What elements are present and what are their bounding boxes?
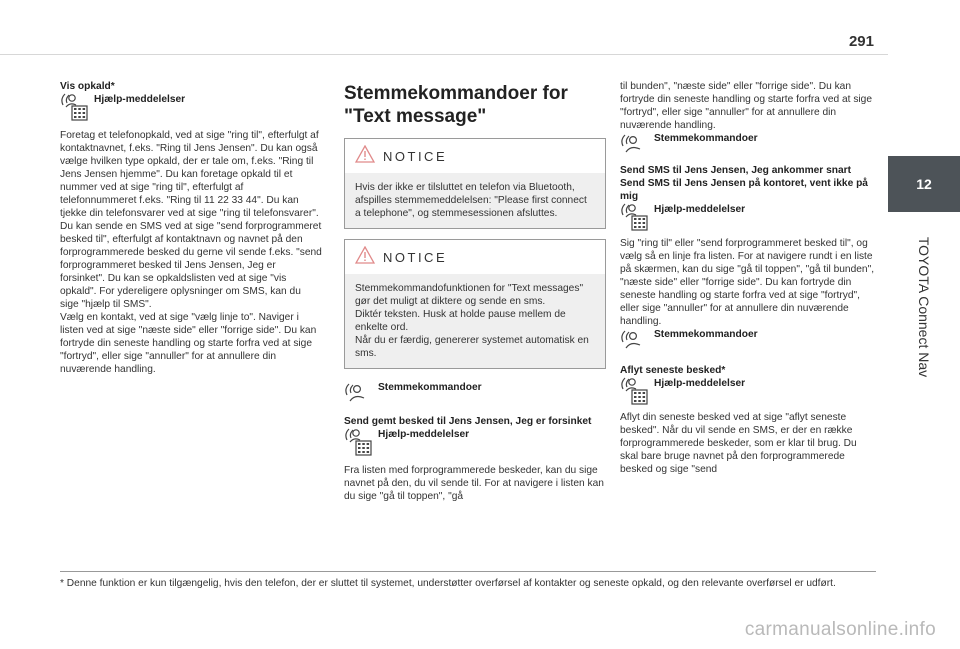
warning-triangle-icon (355, 246, 375, 268)
voice-command-icon (344, 381, 374, 411)
notice-title: NOTICE (383, 249, 448, 265)
column-2 (344, 80, 606, 503)
chapter-side-label (888, 224, 960, 378)
col3-paragraph-1: til bunden", "næste side" eller "forrige side". Du kan fortryde din seneste handling og starte forfra ved at sige "fortryd", eller sige "annuller" for at annullere din nuværende handling. (620, 81, 873, 131)
voice-command-icon (620, 328, 650, 358)
voice-help-icon (344, 428, 374, 458)
col2-paragraph: Fra listen med forprogrammerede beskeder, kan du sige navnet på den, du vil sende til. For at navigere i listen kan du sige "gå til toppen", "gå (344, 465, 604, 502)
chapter-number: 12 (916, 176, 932, 192)
notice-text: Hvis der ikke er tilsluttet en telefon via Bluetooth, afspilles stemmemeddelelsen: "Please first connect a telephone", og stemmesessionen afsluttes. (345, 173, 605, 228)
help-messages-label: Hjælp-meddelelser (378, 429, 470, 440)
footnote-divider (60, 571, 876, 572)
notice-box-2 (344, 239, 606, 369)
section-title: Stemmekommandoer for "Text message" (344, 83, 568, 127)
voice-commands-row (620, 132, 876, 162)
voice-commands-label: Stemmekommandoer (654, 329, 758, 340)
col3-paragraph-3: Aflyt din seneste besked ved at sige "aflyt seneste besked". Når du vil sende en SMS, er der en række forprogrammerede beskeder, som er klar til brug. Du skal bare bruge navnet på den forprogrammerede besked og sige "send (620, 412, 857, 475)
voice-help-icon (60, 93, 90, 123)
page-number: 291 (848, 33, 874, 50)
notice-box-1 (344, 138, 606, 229)
watermark: carmanualsonline.info (744, 619, 936, 640)
help-messages-label: Hjælp-meddelelser (654, 378, 746, 389)
help-messages-row (620, 377, 876, 407)
notice-text: Stemmekommandofunktionen for "Text messages" gør det muligt at diktere og sende en sms. Diktér teksten. Husk at holde pause mellem de enkelte ord. Når du er færdig, genererer systemet automatisk en sms. (345, 274, 605, 368)
voice-command-text-1: Send SMS til Jens Jensen, Jeg ankommer snart (620, 165, 851, 176)
help-messages-label: Hjælp-meddelelser (94, 94, 186, 105)
chapter-title: TOYOTA Connect Nav (916, 236, 932, 378)
help-messages-row (620, 203, 876, 233)
help-messages-row (60, 93, 322, 123)
voice-command-icon (620, 132, 650, 162)
column-1 (60, 80, 322, 376)
col1-paragraph: Foretag et telefonopkald, ved at sige "ring til", efterfulgt af kontaktnavnet, f.eks. "Ring til Jens Jensen". Du kan også vælge hvilken type opkald, der er tale om, f.eks. "Ring til Jens Jensen hjemme". Du kan foretage opkald til et nummer ved at sige "ring til", efterfulgt af telefonnummeret f.eks. "Ring til 11 22 33 44". Du kan tjekke din telefonsvarer ved at sige "ring til telefonsvarer". Du kan sende en SMS ved at sige "send forprogrammeret besked til", efterfulgt af kontaktnavn og navnet på den forprogrammerede besked du gerne vil sende f.eks. "send forprogrammeret besked til Jens Jensen, Jeg er forsinket". Du kan se opkaldslisten ved at sige "vis opkald". For ydereligere oplysninger om SMS, kan du sige "hjælp til SMS". Vælg en kontakt, ved at sige "vælg linje to". Naviger i listen ved at sige "næste side" eller "forrige side". Du kan fortryde din seneste handling og starte forfra ved at sige "fortryd", eller sige "annuller" for at annullere din nuværende handling. (60, 130, 322, 375)
help-messages-label: Hjælp-meddelelser (654, 204, 746, 215)
voice-commands-label: Stemmekommandoer (378, 382, 482, 393)
voice-command-text-2: Send SMS til Jens Jensen på kontoret, vent ikke på mig (620, 178, 868, 202)
voice-command-text-3: Aflyt seneste besked* (620, 365, 726, 376)
column-3 (620, 80, 876, 476)
voice-commands-row (344, 381, 606, 411)
chapter-tab[interactable] (888, 156, 960, 212)
section-heading-vis-opkald: Vis opkald* (60, 81, 115, 92)
warning-triangle-icon (355, 145, 375, 167)
voice-commands-row (620, 328, 876, 358)
col3-paragraph-2: Sig "ring til" eller "send forprogrammeret besked til", og vælg så en linje fra listen. For at navigere rundt i en liste på skærmen, kan du sige "gå til toppen", "gå til bunden", "næste side" eller "forrige side". Du kan fortryde din seneste handling og starte forfra ved at sige "fortryd", eller sige "annuller" for at annullere din nuværende handling. (620, 238, 875, 327)
voice-help-icon (620, 203, 650, 233)
notice-title: NOTICE (383, 148, 448, 164)
header-divider (0, 54, 888, 55)
voice-help-icon (620, 377, 650, 407)
footnote: * Denne funktion er kun tilgængelig, hvis den telefon, der er sluttet til systemet, understøtter overførsel af kontakter og seneste opkald, og den relevante overførsel er udført. (60, 578, 836, 589)
help-messages-row (344, 428, 606, 458)
voice-commands-label: Stemmekommandoer (654, 133, 758, 144)
voice-command-text: Send gemt besked til Jens Jensen, Jeg er forsinket (344, 416, 592, 427)
